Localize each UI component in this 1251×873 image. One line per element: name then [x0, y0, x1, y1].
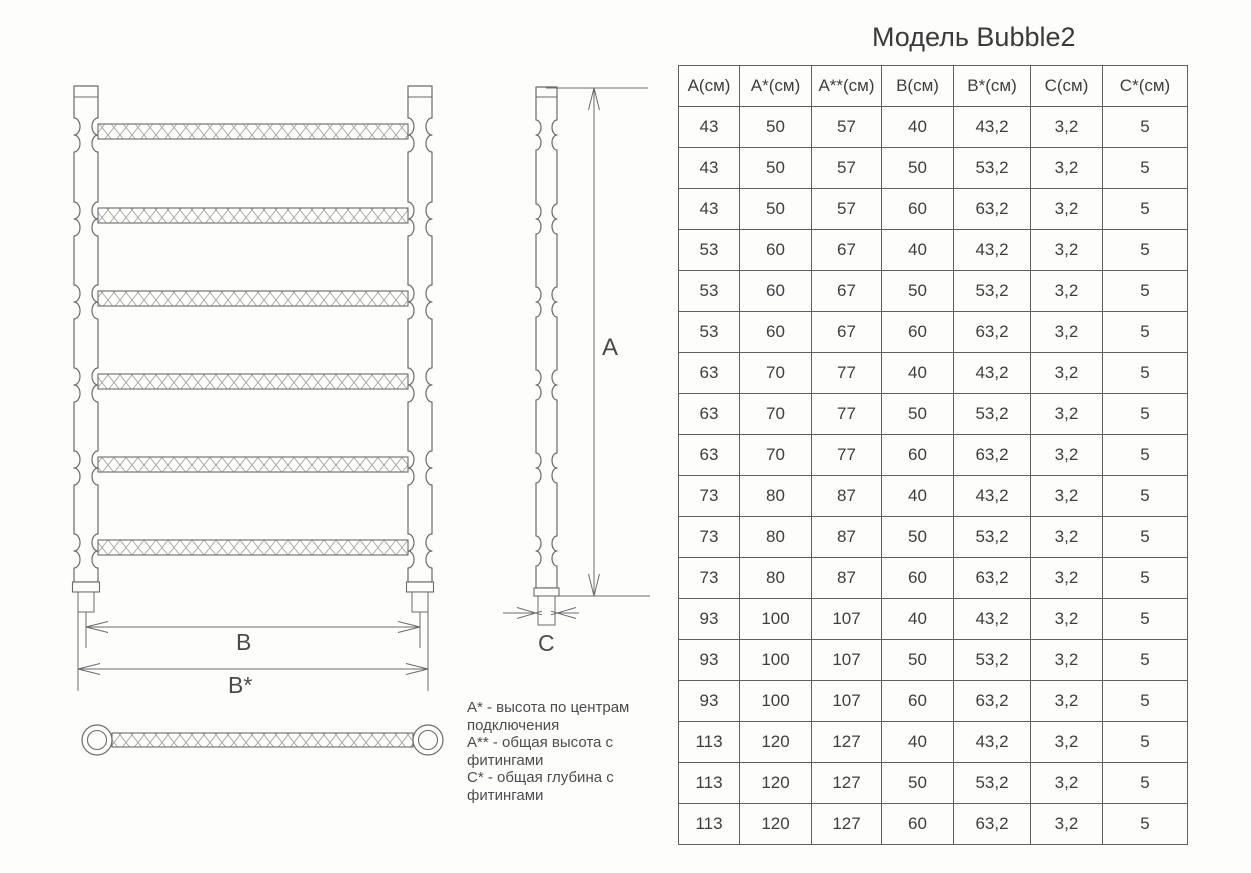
table-row	[679, 394, 1188, 435]
table-cell: 3,2	[1031, 353, 1103, 394]
table-cell: 120	[740, 763, 812, 804]
table-cell: 40	[882, 230, 954, 271]
table-cell: 3,2	[1031, 558, 1103, 599]
table-cell: 43	[679, 148, 740, 189]
table-cell: 3,2	[1031, 271, 1103, 312]
table-cell: 3,2	[1031, 312, 1103, 353]
table-cell: 43,2	[954, 599, 1031, 640]
table-row	[679, 312, 1188, 353]
table-cell: 5	[1103, 640, 1188, 681]
table-cell: 50	[882, 640, 954, 681]
table-cell: 63,2	[954, 435, 1031, 476]
dim-label-a: A	[602, 334, 619, 361]
table-cell: 5	[1103, 476, 1188, 517]
table-cell: 5	[1103, 722, 1188, 763]
table-cell: 113	[679, 763, 740, 804]
table-cell: 50	[882, 517, 954, 558]
table-cell: 5	[1103, 394, 1188, 435]
table-cell: 127	[812, 763, 882, 804]
table-cell: 107	[812, 640, 882, 681]
table-row	[679, 640, 1188, 681]
rung-bars	[98, 124, 408, 555]
table-cell: 53,2	[954, 517, 1031, 558]
table-cell: 53,2	[954, 640, 1031, 681]
table-cell: 120	[740, 804, 812, 845]
table-cell: 60	[882, 312, 954, 353]
legend-notes	[467, 699, 643, 805]
table-cell: 50	[740, 189, 812, 230]
column-header: А(см)	[679, 66, 740, 107]
dim-label-b-star: B*	[228, 672, 253, 698]
table-row	[679, 517, 1188, 558]
column-header: В(см)	[882, 66, 954, 107]
table-cell: 53,2	[954, 148, 1031, 189]
table-cell: 53,2	[954, 394, 1031, 435]
table-cell: 5	[1103, 435, 1188, 476]
note-c-star: С* - общая глубина с фитингами	[467, 769, 614, 804]
table-cell: 5	[1103, 558, 1188, 599]
table-row	[679, 230, 1188, 271]
table-cell: 5	[1103, 312, 1188, 353]
table-cell: 60	[882, 189, 954, 230]
table-cell: 57	[812, 189, 882, 230]
table-cell: 80	[740, 517, 812, 558]
table-cell: 5	[1103, 230, 1188, 271]
table-cell: 57	[812, 148, 882, 189]
column-header: В*(см)	[954, 66, 1031, 107]
table-cell: 63	[679, 353, 740, 394]
table-cell: 5	[1103, 599, 1188, 640]
table-cell: 50	[882, 271, 954, 312]
side-view	[534, 87, 559, 625]
table-row	[679, 763, 1188, 804]
table-cell: 113	[679, 804, 740, 845]
table-cell: 67	[812, 230, 882, 271]
table-cell: 63,2	[954, 681, 1031, 722]
table-row	[679, 353, 1188, 394]
table-cell: 3,2	[1031, 230, 1103, 271]
note-a-2star: А** - общая высота с фитингами	[467, 734, 614, 769]
dimension-table	[678, 65, 1188, 845]
dim-label-b: B	[236, 629, 252, 655]
table-cell: 53	[679, 271, 740, 312]
dimension-b-star	[78, 612, 428, 691]
table-cell: 43,2	[954, 353, 1031, 394]
table-cell: 60	[740, 271, 812, 312]
table-cell: 3,2	[1031, 394, 1103, 435]
table-cell: 40	[882, 599, 954, 640]
table-cell: 3,2	[1031, 681, 1103, 722]
table-cell: 93	[679, 681, 740, 722]
table-row	[679, 476, 1188, 517]
table-cell: 40	[882, 722, 954, 763]
table-cell: 3,2	[1031, 804, 1103, 845]
table-cell: 43,2	[954, 230, 1031, 271]
table-row	[679, 599, 1188, 640]
table-cell: 67	[812, 271, 882, 312]
table-cell: 77	[812, 394, 882, 435]
table-row	[679, 435, 1188, 476]
table-cell: 60	[882, 558, 954, 599]
table-cell: 43,2	[954, 476, 1031, 517]
table-cell: 40	[882, 476, 954, 517]
table-cell: 3,2	[1031, 763, 1103, 804]
header-row	[679, 66, 1188, 107]
dim-label-c: C	[538, 630, 555, 656]
table-cell: 63	[679, 435, 740, 476]
table-cell: 50	[882, 394, 954, 435]
table-cell: 43	[679, 189, 740, 230]
table-row	[679, 804, 1188, 845]
table-cell: 43,2	[954, 107, 1031, 148]
table-cell: 3,2	[1031, 599, 1103, 640]
dimension-a	[546, 88, 650, 596]
table-cell: 53	[679, 312, 740, 353]
table-cell: 53	[679, 230, 740, 271]
table-cell: 127	[812, 804, 882, 845]
table-cell: 77	[812, 435, 882, 476]
table-cell: 3,2	[1031, 640, 1103, 681]
table-cell: 43,2	[954, 722, 1031, 763]
side-post	[536, 87, 557, 588]
left-post	[74, 86, 98, 582]
table-row	[679, 722, 1188, 763]
table-row	[679, 107, 1188, 148]
table-cell: 87	[812, 517, 882, 558]
table-cell: 63,2	[954, 189, 1031, 230]
table-cell: 50	[882, 148, 954, 189]
table-cell: 63	[679, 394, 740, 435]
table-cell: 5	[1103, 271, 1188, 312]
column-header: А*(см)	[740, 66, 812, 107]
table-cell: 70	[740, 394, 812, 435]
top-view	[82, 725, 443, 755]
table-cell: 50	[740, 148, 812, 189]
table-cell: 50	[740, 107, 812, 148]
table-cell: 60	[882, 804, 954, 845]
table-cell: 5	[1103, 804, 1188, 845]
table-cell: 100	[740, 640, 812, 681]
table-cell: 50	[882, 763, 954, 804]
table-cell: 60	[882, 435, 954, 476]
table-cell: 120	[740, 722, 812, 763]
table-cell: 80	[740, 476, 812, 517]
table-cell: 77	[812, 353, 882, 394]
column-header: А**(см)	[812, 66, 882, 107]
table-cell: 107	[812, 681, 882, 722]
table-cell: 60	[882, 681, 954, 722]
table-cell: 107	[812, 599, 882, 640]
table-cell: 43	[679, 107, 740, 148]
table-cell: 5	[1103, 107, 1188, 148]
table-cell: 113	[679, 722, 740, 763]
front-view	[73, 86, 434, 612]
table-cell: 5	[1103, 517, 1188, 558]
table-cell: 60	[740, 230, 812, 271]
table-cell: 100	[740, 681, 812, 722]
table-cell: 3,2	[1031, 722, 1103, 763]
table-cell: 5	[1103, 681, 1188, 722]
table-cell: 3,2	[1031, 148, 1103, 189]
table-cell: 3,2	[1031, 189, 1103, 230]
table-cell: 53,2	[954, 271, 1031, 312]
table-cell: 5	[1103, 148, 1188, 189]
table-cell: 3,2	[1031, 476, 1103, 517]
table-cell: 73	[679, 476, 740, 517]
table-cell: 3,2	[1031, 435, 1103, 476]
note-a-star: А* - высота по центрам подключения	[467, 699, 630, 734]
right-post	[408, 86, 432, 582]
table-cell: 63,2	[954, 804, 1031, 845]
table-cell: 100	[740, 599, 812, 640]
table-cell: 3,2	[1031, 107, 1103, 148]
table-cell: 87	[812, 558, 882, 599]
table-cell: 93	[679, 640, 740, 681]
table-cell: 53,2	[954, 763, 1031, 804]
dimension-b	[86, 612, 420, 648]
table-cell: 3,2	[1031, 517, 1103, 558]
table-cell: 73	[679, 558, 740, 599]
table-cell: 40	[882, 353, 954, 394]
table-cell: 73	[679, 517, 740, 558]
column-header: С(см)	[1031, 66, 1103, 107]
table-row	[679, 271, 1188, 312]
table-cell: 60	[740, 312, 812, 353]
table-cell: 5	[1103, 763, 1188, 804]
table-cell: 5	[1103, 189, 1188, 230]
table-cell: 40	[882, 107, 954, 148]
column-header: С*(см)	[1103, 66, 1188, 107]
table-row	[679, 189, 1188, 230]
table-cell: 63,2	[954, 558, 1031, 599]
table-row	[679, 148, 1188, 189]
table-cell: 87	[812, 476, 882, 517]
table-row	[679, 558, 1188, 599]
page-title: Модель Bubble2	[872, 22, 1076, 52]
table-cell: 70	[740, 353, 812, 394]
table-cell: 127	[812, 722, 882, 763]
table-cell: 57	[812, 107, 882, 148]
table-cell: 80	[740, 558, 812, 599]
table-cell: 70	[740, 435, 812, 476]
table-cell: 63,2	[954, 312, 1031, 353]
table-cell: 67	[812, 312, 882, 353]
table-row	[679, 681, 1188, 722]
table-cell: 93	[679, 599, 740, 640]
table-cell: 5	[1103, 353, 1188, 394]
